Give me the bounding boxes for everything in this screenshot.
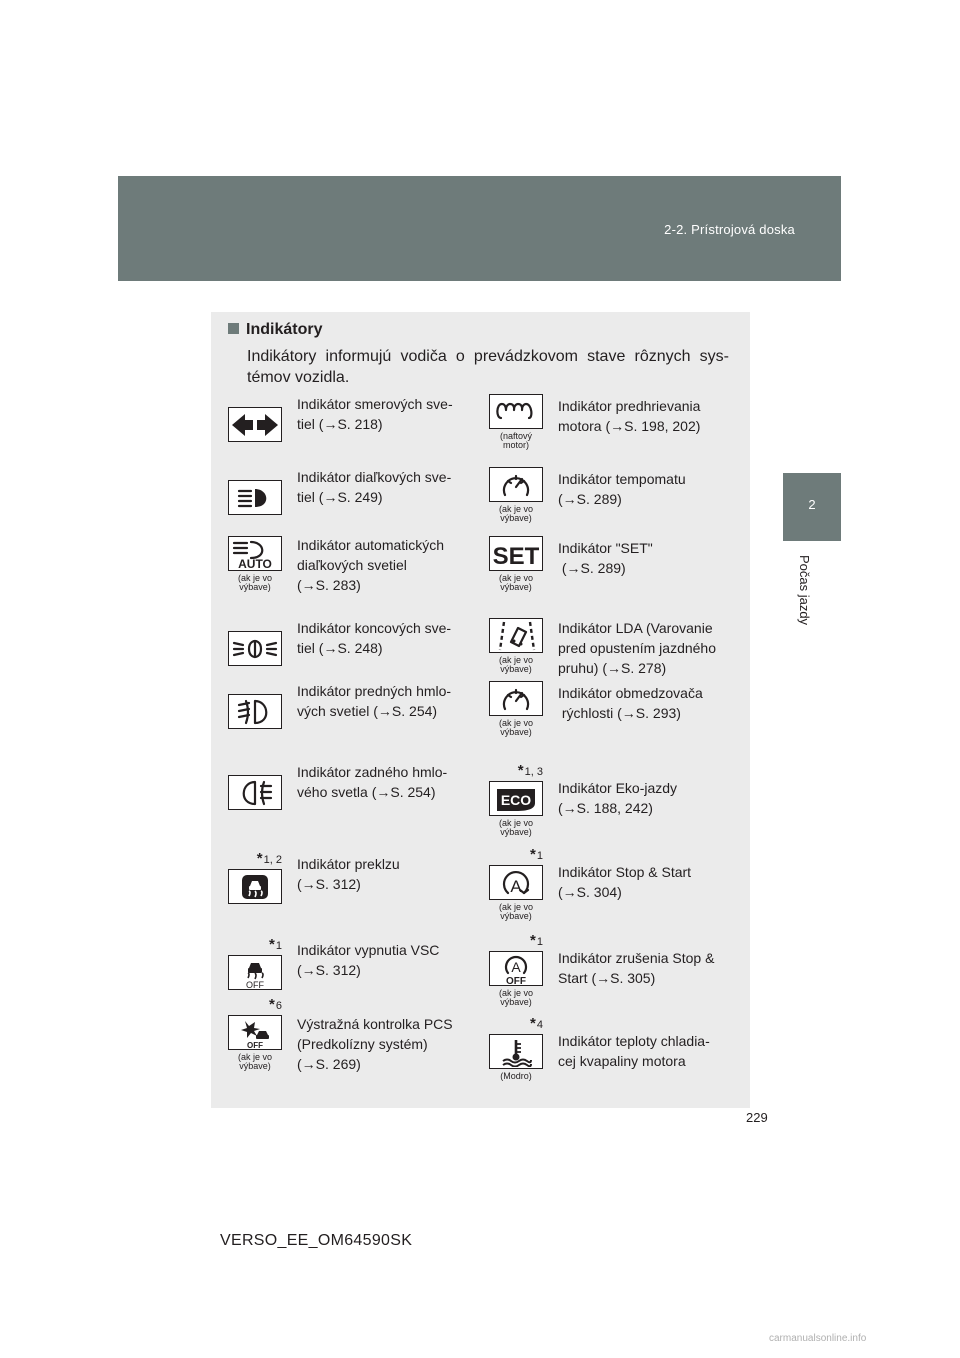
front-fog-light-icon bbox=[228, 694, 282, 729]
side-tab bbox=[783, 473, 841, 541]
icon-note: (ak je vo výbave) bbox=[498, 504, 533, 523]
section-intro: Indikátory informujú vodiča o prevádzkovom stave rôznych sys- témov vozidla. bbox=[247, 348, 729, 386]
indicator-row bbox=[211, 681, 750, 761]
icon-note: (ak je vo výbave) bbox=[237, 573, 272, 592]
icon-note: (naftový motor) bbox=[499, 431, 532, 450]
indicator-description: Indikátor "SET" (→S. 289) bbox=[558, 540, 653, 576]
eco-driving-icon bbox=[489, 781, 543, 816]
indicator-description: Indikátor predných hmlo- vých svetiel (→S. 254) bbox=[297, 683, 452, 719]
indicator-description: Indikátor automatických diaľkových svetiel (→S. 283) bbox=[297, 537, 445, 593]
section-heading bbox=[228, 321, 322, 339]
lane-departure-icon bbox=[489, 618, 543, 653]
side-tab-number: 2 bbox=[808, 497, 816, 512]
asterisk-icon: * bbox=[269, 996, 275, 1013]
asterisk-icon: * bbox=[530, 846, 536, 863]
vsc-off-icon bbox=[228, 955, 282, 990]
section-heading-text: Indikátory bbox=[246, 321, 323, 338]
svg-text:OFF: OFF bbox=[247, 1040, 263, 1049]
indicator-description: Indikátor tempomatu (→S. 289) bbox=[558, 471, 686, 507]
pcs-warning-icon bbox=[228, 1015, 282, 1050]
stop-start-icon bbox=[489, 865, 543, 900]
indicator-row bbox=[211, 394, 750, 474]
auto-high-beam-icon bbox=[228, 536, 282, 571]
icon-note: (ak je vo výbave) bbox=[237, 1052, 272, 1071]
coolant-temp-icon bbox=[489, 1034, 543, 1069]
svg-text:SET: SET bbox=[492, 542, 540, 569]
indicator-description: Indikátor zadného hmlo- vého svetla (→S. 254) bbox=[297, 764, 448, 800]
indicator-description: Indikátor vypnutia VSC (→S. 312) bbox=[297, 942, 440, 978]
footnote-number: 1 bbox=[536, 850, 543, 862]
footnote-mark bbox=[489, 1015, 543, 1032]
stop-start-off-icon bbox=[489, 951, 543, 986]
indicator-description: Indikátor Eko-jazdy (→S. 188, 242) bbox=[558, 780, 678, 816]
page-number: 229 bbox=[746, 1110, 768, 1125]
indicator-row bbox=[211, 536, 750, 616]
asterisk-icon: * bbox=[530, 932, 536, 949]
indicator-description: Indikátor zrušenia Stop & Start (→S. 305) bbox=[558, 950, 715, 986]
indicator-description: Indikátor koncových sve- tiel (→S. 248) bbox=[297, 620, 452, 656]
indicator-description: Indikátor obmedzovača rýchlosti (→S. 293) bbox=[558, 685, 703, 721]
svg-text:AUTO: AUTO bbox=[238, 556, 272, 570]
indicator-description: Indikátor diaľkových sve- tiel (→S. 249) bbox=[297, 469, 452, 505]
icon-note: (ak je vo výbave) bbox=[498, 902, 533, 921]
glow-plug-icon bbox=[489, 394, 543, 429]
side-tab-label: Počas jazdy bbox=[797, 554, 812, 626]
footnote-mark bbox=[489, 762, 543, 779]
indicator-row bbox=[211, 846, 750, 926]
indicator-row bbox=[211, 762, 750, 842]
svg-text:OFF: OFF bbox=[506, 975, 526, 985]
indicator-description: Indikátor Stop & Start (→S. 304) bbox=[558, 864, 692, 900]
footnote-mark bbox=[228, 996, 282, 1013]
icon-note: (ak je vo výbave) bbox=[498, 655, 533, 674]
indicator-row bbox=[211, 932, 750, 1012]
icon-note: (ak je vo výbave) bbox=[498, 988, 533, 1007]
footnote-number: 1 bbox=[536, 936, 543, 948]
tail-light-icon bbox=[228, 631, 282, 666]
footnote-number: 1, 3 bbox=[524, 766, 543, 778]
svg-text:A: A bbox=[510, 876, 522, 896]
icon-note: (ak je vo výbave) bbox=[498, 818, 533, 837]
asterisk-icon: * bbox=[256, 850, 263, 867]
icon-note: (Modro) bbox=[500, 1071, 532, 1081]
footnote-mark bbox=[489, 846, 543, 863]
indicator-description: Indikátor teploty chladia- cej kvapaliny motora bbox=[558, 1033, 710, 1069]
icon-note: (ak je vo výbave) bbox=[498, 573, 533, 592]
indicator-description: Indikátor LDA (Varovanie pred opustením jazdného pruhu) (→S. 278) bbox=[558, 620, 716, 676]
footnote-mark bbox=[489, 932, 543, 949]
set-icon bbox=[489, 536, 543, 571]
square-bullet-icon bbox=[228, 323, 239, 334]
header-band bbox=[118, 176, 841, 281]
asterisk-icon: * bbox=[530, 1015, 536, 1032]
svg-text:OFF: OFF bbox=[246, 979, 264, 989]
watermark: carmanualsonline.info bbox=[769, 1333, 867, 1344]
asterisk-icon: * bbox=[269, 936, 275, 953]
header-title: 2-2. Prístrojová doska bbox=[664, 222, 795, 237]
footnote-number: 1 bbox=[275, 940, 282, 952]
high-beam-icon bbox=[228, 480, 282, 515]
svg-text:ECO: ECO bbox=[500, 791, 532, 808]
turn-signal-icon bbox=[228, 407, 282, 442]
indicator-description: Indikátor predhrievania motora (→S. 198, 202) bbox=[558, 398, 701, 434]
indicator-description: Indikátor smerových sve- tiel (→S. 218) bbox=[297, 396, 453, 432]
cruise-control-icon bbox=[489, 467, 543, 502]
asterisk-icon: * bbox=[517, 762, 524, 779]
footnote-mark bbox=[228, 936, 282, 953]
icon-note: (ak je vo výbave) bbox=[498, 718, 533, 737]
footnote-mark bbox=[228, 850, 282, 867]
document-code: VERSO_EE_OM64590SK bbox=[220, 1232, 413, 1249]
footnote-number: 6 bbox=[275, 1000, 282, 1012]
indicators-panel bbox=[211, 312, 750, 1108]
rear-fog-light-icon bbox=[228, 775, 282, 810]
indicator-description: Výstražná kontrolka PCS (Predkolízny systém) (→S. 269) bbox=[297, 1016, 453, 1072]
footnote-number: 4 bbox=[536, 1019, 543, 1031]
indicator-description: Indikátor preklzu (→S. 312) bbox=[297, 856, 400, 892]
slip-indicator-icon bbox=[228, 869, 282, 904]
speed-limiter-icon bbox=[489, 681, 543, 716]
footnote-number: 1, 2 bbox=[263, 854, 282, 866]
indicator-row bbox=[211, 996, 750, 1095]
svg-text:A: A bbox=[511, 958, 521, 975]
indicator-row bbox=[211, 467, 750, 547]
